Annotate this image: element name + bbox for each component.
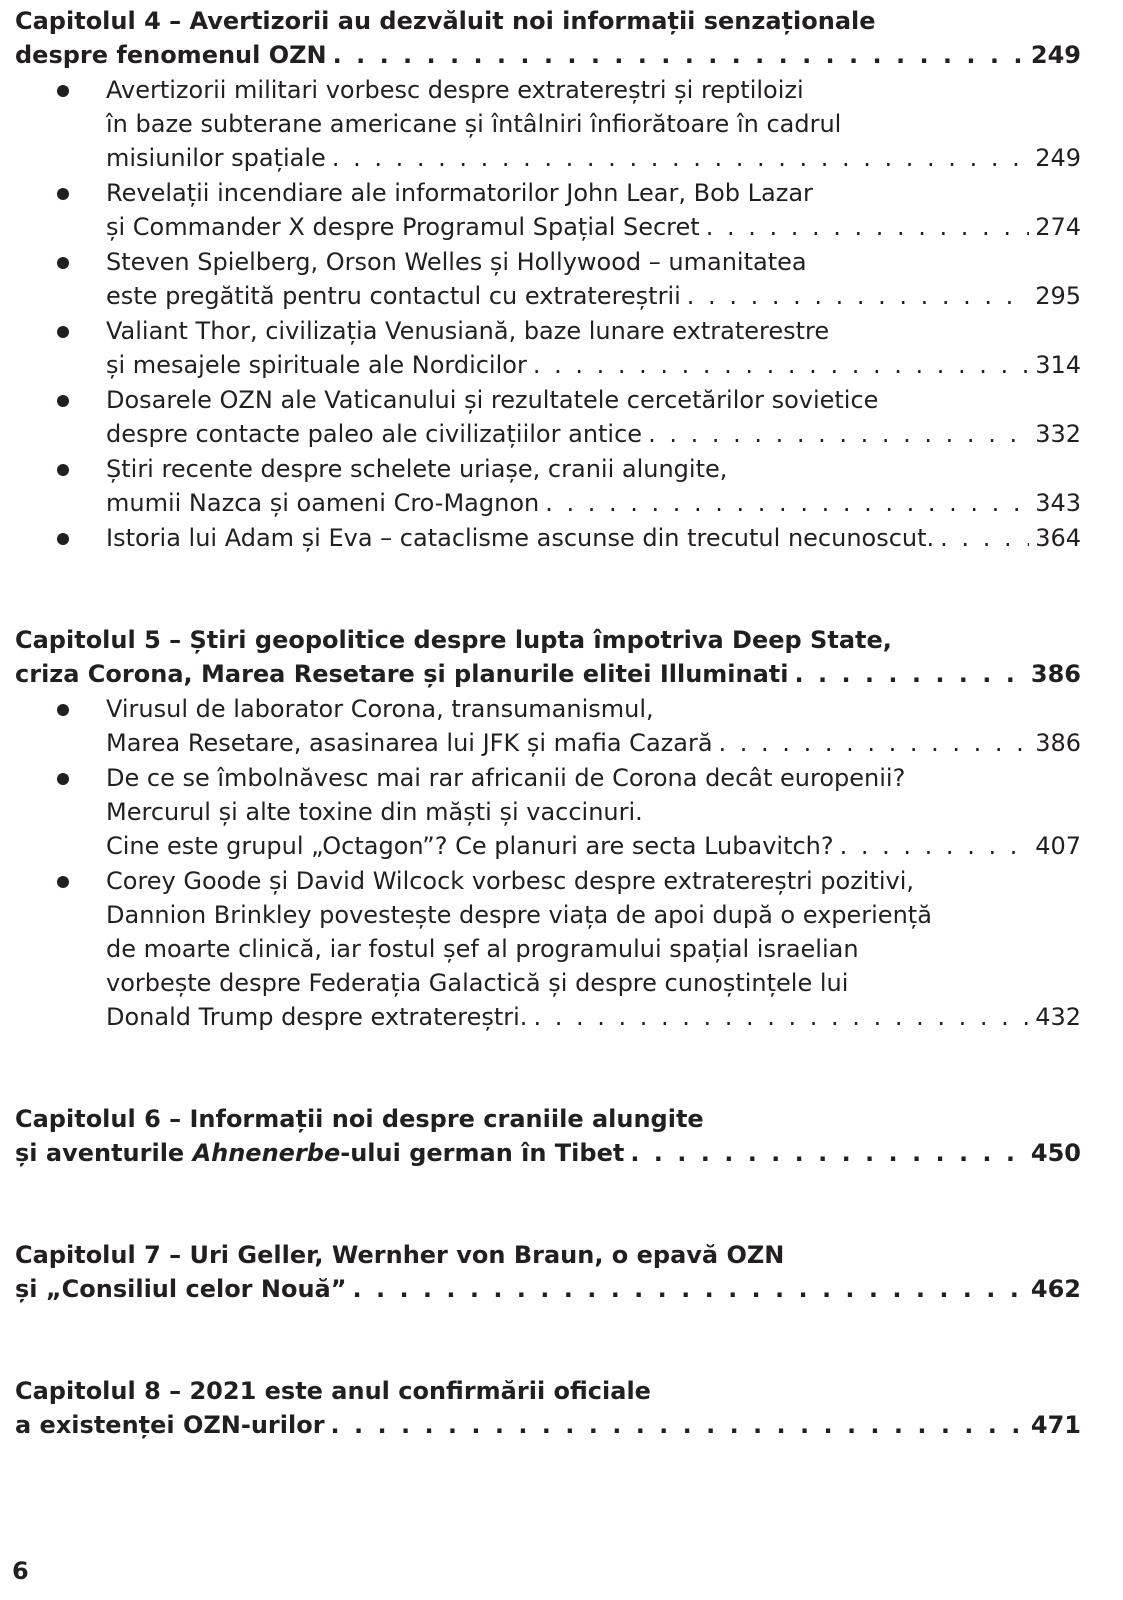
chapter-7-title-line-2 [15,1272,1081,1306]
bullet-icon [56,773,70,787]
chapter-4-page-number: 249 [1030,41,1081,69]
list-item-line: de moarte clinică, iar fostul șef al programului spațial israelian [106,935,859,963]
list-item-page-number: 364 [1035,524,1081,552]
list-item-last-line [106,141,1081,175]
bullet-icon [56,326,70,340]
list-item-page-number: 249 [1035,144,1081,172]
bullet-icon [56,188,70,202]
leader-dots [630,1136,1025,1170]
list-item-last-line [106,1000,1081,1034]
leader-dots [940,521,1029,555]
chapter-7-page-number: 462 [1030,1275,1081,1303]
list-item-page-number: 274 [1035,213,1081,241]
list-item-text: mumii Nazca și oameni Cro-Magnon [106,489,540,517]
list-item-line: Corey Goode și David Wilcock vorbesc despre extratereștri pozitivi, [106,867,915,895]
leader-dots [706,210,1029,244]
list-item-text: Istoria lui Adam și Eva – cataclisme ascunse din trecutul necunoscut. [106,524,935,552]
list-item-last-line [106,348,1081,382]
list-item-last-line [106,417,1081,451]
leader-dots [533,1000,1029,1034]
list-item-line: vorbește despre Federația Galactică și despre cunoștințele lui [106,969,849,997]
chapter-7-title-text: și „Consiliul celor Nouă” [15,1275,347,1303]
list-item-line: De ce se îmbolnăvesc mai rar africanii de Corona decât europenii? [106,764,906,792]
list-item-text: Cine este grupul „Octagon”? Ce planuri are secta Lubavitch? [106,832,834,860]
chapter-6-title-post: -ului german în Tibet [340,1139,625,1167]
list-item-text: misiunilor spațiale [106,144,326,172]
chapter-5-title-line-2 [15,657,1081,691]
bullet-icon [56,876,70,890]
list-item-line: Virusul de laborator Corona, transumanismul, [106,695,654,723]
chapter-8-title-line-2 [15,1408,1081,1442]
list-item-page-number: 332 [1035,420,1081,448]
bullet-icon [56,257,70,271]
list-item-last-line [106,279,1081,313]
list-item-line: Știri recente despre schelete uriașe, cranii alungite, [106,455,728,483]
list-item-line: în baze subterane americane și întâlniri înfiorătoare în cadrul [106,110,842,138]
chapter-4-title-line-2 [15,38,1081,72]
list-item-page-number: 295 [1035,282,1081,310]
page-number: 6 [12,1557,29,1585]
list-item-line: Dosarele OZN ale Vaticanului și rezultatele cercetărilor sovietice [106,386,879,414]
bullet-icon [56,464,70,478]
leader-dots [332,141,1029,175]
leader-dots [545,486,1029,520]
list-item-text: este pregătită pentru contactul cu extratereștrii [106,282,681,310]
chapter-5-title-text: criza Corona, Marea Resetare și planurile elitei Illuminati [15,660,789,688]
bullet-icon [56,704,70,718]
list-item-page-number: 386 [1035,729,1081,757]
leader-dots [648,417,1029,451]
chapter-6-title-line-1: Capitolul 6 – Informații noi despre craniile alungite [15,1105,704,1133]
chapter-7-title-line-1: Capitolul 7 – Uri Geller, Wernher von Braun, o epavă OZN [15,1241,785,1269]
chapter-6-title-line-2 [15,1136,1081,1170]
leader-dots [840,829,1030,863]
list-item-page-number: 432 [1035,1003,1081,1031]
chapter-8-title-text: a existenței OZN-urilor [15,1411,325,1439]
list-item-page-number: 343 [1035,489,1081,517]
chapter-6-page-number: 450 [1030,1139,1081,1167]
leader-dots [533,348,1029,382]
list-item-line: Valiant Thor, civilizația Venusiană, baze lunare extraterestre [106,317,830,345]
leader-dots [687,279,1029,313]
list-item-text: despre contacte paleo ale civilizațiilor antice [106,420,643,448]
list-item-line: Steven Spielberg, Orson Welles și Hollywood – umanitatea [106,248,807,276]
chapter-4-title-text: despre fenomenul OZN [15,41,327,69]
chapter-6-title-italic: Ahnenerbe [192,1139,341,1167]
chapter-5-title-line-1: Capitolul 5 – Știri geopolitice despre lupta împotriva Deep State, [15,626,892,654]
list-item-page-number: 314 [1035,351,1081,379]
list-item-text: și Commander X despre Programul Spațial Secret [106,213,700,241]
bullet-icon [56,395,70,409]
list-item-last-line [106,486,1081,520]
list-item-last-line [106,210,1081,244]
chapter-8-page-number: 471 [1030,1411,1081,1439]
chapter-8-title-line-1: Capitolul 8 – 2021 este anul confirmării oficiale [15,1377,651,1405]
list-item-line: Mercurul și alte toxine din măști și vaccinuri. [106,798,643,826]
leader-dots [331,1408,1025,1442]
bullet-icon [56,85,70,99]
bullet-icon [56,533,70,547]
chapter-6-title-text [15,1136,624,1170]
leader-dots [719,726,1030,760]
list-item-line: Dannion Brinkley povestește despre viața de apoi după o experiență [106,901,932,929]
list-item-text: și mesajele spirituale ale Nordicilor [106,351,527,379]
list-item-last-line [106,521,1081,555]
leader-dots [353,1272,1025,1306]
list-item-last-line [106,829,1081,863]
chapter-6-title-pre: și aventurile [15,1139,193,1167]
list-item-text: Donald Trump despre extratereștri. [106,1003,528,1031]
list-item-line: Avertizorii militari vorbesc despre extratereștri și reptiloizi [106,76,804,104]
list-item-text: Marea Resetare, asasinarea lui JFK și mafia Cazară [106,729,713,757]
leader-dots [795,657,1025,691]
chapter-4-title-line-1: Capitolul 4 – Avertizorii au dezvăluit noi informații senzaționale [15,7,876,35]
list-item-page-number: 407 [1035,832,1081,860]
chapter-5-page-number: 386 [1030,660,1081,688]
leader-dots [333,38,1025,72]
list-item-line: Revelații incendiare ale informatorilor John Lear, Bob Lazar [106,179,813,207]
list-item-last-line [106,726,1081,760]
